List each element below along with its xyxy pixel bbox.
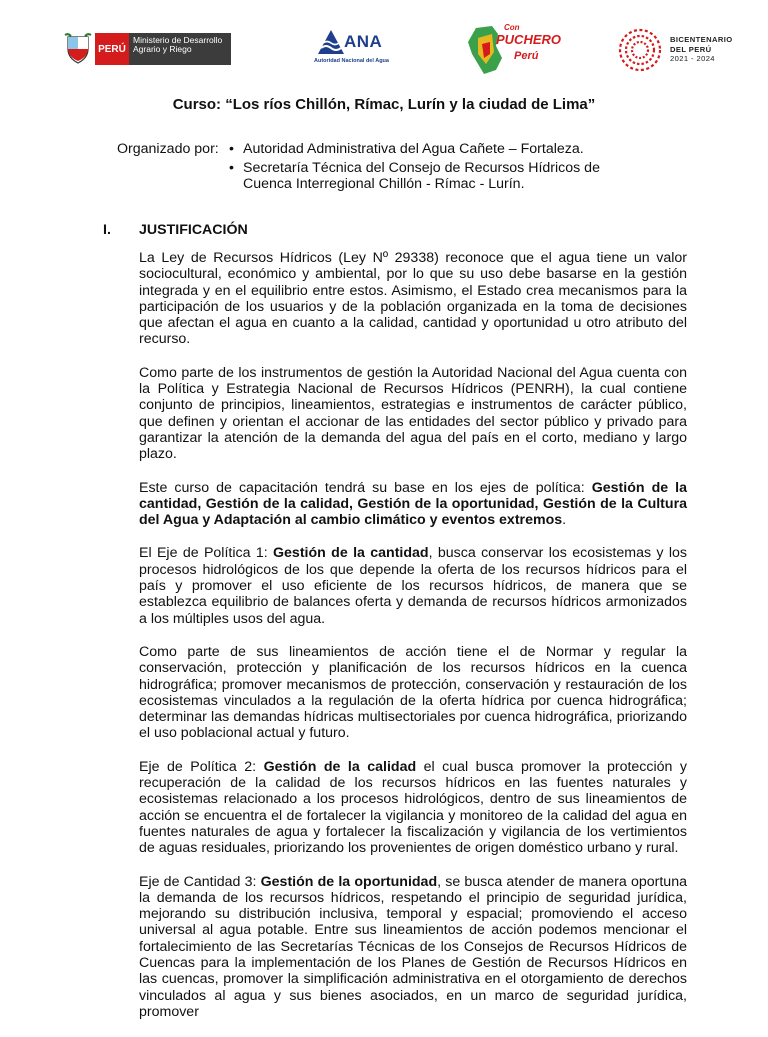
bullet-icon: • bbox=[229, 159, 234, 176]
text-segment: Este curso de capacitación tendrá su base en los ejes de política: bbox=[139, 479, 592, 496]
bicentenario-text bbox=[670, 35, 733, 64]
bold-text: Gestión de la cantidad, Gestión de la calidad, Gestión de la oportunidad, Gestión de la Cultura del Agua y Adaptación al cambio climático y eventos extremos bbox=[139, 479, 687, 529]
bicentenario-logo bbox=[614, 24, 768, 76]
bold-text: Gestión de la calidad bbox=[263, 758, 417, 775]
text-segment: Eje de Política 2: bbox=[139, 758, 264, 775]
organizer-item bbox=[229, 141, 609, 158]
paragraph bbox=[139, 545, 687, 626]
text-segment: Eje de Cantidad 3: bbox=[139, 873, 261, 890]
text-segment: , se busca atender de manera oportuna la demanda de los recursos hídricos, respetando el principio de seguridad jurídica, mejorando su distribución inclusiva, temporal y espacial; promoviendo el acceso universal al agua potable. Entre sus lineamientos de acción podemos mencionar el fortalecimiento de las Secretarías Técnicas de los Consejos de Recursos Hídricos de Cuencas para la implementación de los Planes de Gestión de Recursos Hídricos en las cuencas, promover la simplificación administrativa en el otorgamiento de derechos vinculados al agua y sus bienes asociados, en un marco de seguridad jurídica, promover bbox=[139, 873, 687, 1020]
ana-subtitle: Autoridad Nacional del Agua bbox=[314, 58, 389, 64]
section-title: JUSTIFICACIÓN bbox=[139, 222, 248, 238]
organizer-text: Secretaría Técnica del Consejo de Recursos Hídricos de Cuenca Interregional Chillón - Rímac - Lurín. bbox=[243, 159, 600, 192]
organizer-text: Autoridad Administrativa del Agua Cañete – Fortaleza. bbox=[243, 141, 584, 157]
text-segment: , busca conservar los ecosistemas y los procesos hidrológicos de los que depende la oferta de los recursos hídricos para el país y promover el uso eficiente de los recursos hídricos, de manera que se establezca equilibrio de balances oferta y demanda de recursos hídricos armonizados a los múltiples usos del agua. bbox=[139, 545, 687, 627]
ana-logo bbox=[314, 26, 404, 70]
bicentenario-years: 2021 - 2024 bbox=[670, 54, 715, 63]
text-segment: La Ley de Recursos Hídricos (Ley Nº 29338) reconoce que el agua tiene un valor sociocultural, económico y ambiental, por lo que su uso debe basarse en la gestión integrada y en el equilibrio entre estos. Asimismo, el Estado crea mecanismos para la participación de los usuarios y de la población organizada en la toma de decisiones que afectan el agua en cuanto a la calidad, cantidad y oportunidad u otro atributo del recurso. bbox=[139, 250, 687, 348]
minagri-logo bbox=[64, 32, 234, 66]
bicentenario-rosette-icon bbox=[616, 26, 664, 74]
course-title: Curso: “Los ríos Chillón, Rímac, Lurín y la ciudad de Lima” bbox=[172, 96, 596, 113]
text-segment: Como parte de los instrumentos de gestión la Autoridad Nacional del Agua cuenta con la Política y Estrategia Nacional de Recursos Hídricos (PENRH), la cual contiene conjunto de principios, lineamientos, estrategias e instrumentos de carácter público, que definen y orientan el accionar de las entidades del sector público y privado para garantizar la atención de la demanda del agua del país en el corto, mediano y largo plazo. bbox=[139, 364, 687, 463]
bicentenario-line2: DEL PERÚ bbox=[670, 44, 712, 54]
text-segment: el cual busca promover la protección y recuperación de la calidad de los recursos hídricos en las fuentes naturales y ecosistemas relacionado a los procesos hidrológicos, dentro de sus lineamientos de acción se encuentra el de fortalecer la vigilancia y monitoreo de la calidad del agua en fuentes naturales de agua y fortalecer la fiscalización y vigilancia de los vertimientos de aguas residuales, priorizando los provenientes de origen doméstico urbano y rural. bbox=[139, 758, 687, 857]
paragraph bbox=[139, 250, 687, 348]
section-number: I. bbox=[103, 222, 111, 238]
text-segment: . bbox=[562, 512, 567, 529]
paragraph bbox=[139, 365, 687, 463]
body-text bbox=[139, 250, 687, 1037]
bicentenario-line1: BICENTENARIO bbox=[670, 35, 733, 44]
puchero-line1: Con bbox=[504, 23, 520, 32]
paragraph bbox=[139, 644, 687, 742]
bold-text: Gestión de la oportunidad bbox=[260, 873, 438, 890]
header-logos bbox=[0, 22, 768, 82]
bold-text: Gestión de la cantidad bbox=[273, 545, 429, 562]
puchero-line2: PUCHERO bbox=[496, 32, 562, 47]
paragraph bbox=[139, 480, 687, 529]
coat-of-arms-icon bbox=[64, 33, 92, 65]
organizer-item bbox=[229, 160, 609, 193]
text-segment: Como parte de sus lineamientos de acción tiene el de Normar y regular la conservación, protección y planificación de los recursos hídricos en la cuenca hidrográfica; promover mecanismos de protección, conservación y restauración de los ecosistemas vinculados a la regulación de la oferta hídrica por cuenca hidrográfica; determinar las demandas hídricas multisectoriales por cuenca hidrográfica, priorizando el uso poblacional actual y futuro. bbox=[139, 643, 687, 742]
ana-wave-icon bbox=[316, 28, 346, 58]
paragraph bbox=[139, 874, 687, 1021]
con-puchero-peru-logo bbox=[466, 22, 562, 78]
organizers-list bbox=[229, 141, 609, 195]
bullet-icon: • bbox=[229, 141, 234, 157]
ana-name: ANA bbox=[344, 32, 383, 51]
ministry-name: Ministerio de Desarrollo Agrario y Riego bbox=[129, 33, 231, 65]
puchero-line3: Perú bbox=[514, 50, 539, 62]
text-segment: El Eje de Política 1: bbox=[139, 545, 273, 562]
organizers-label: Organizado por: bbox=[117, 141, 219, 157]
paragraph bbox=[139, 759, 687, 857]
peru-label: PERÚ bbox=[95, 33, 129, 65]
